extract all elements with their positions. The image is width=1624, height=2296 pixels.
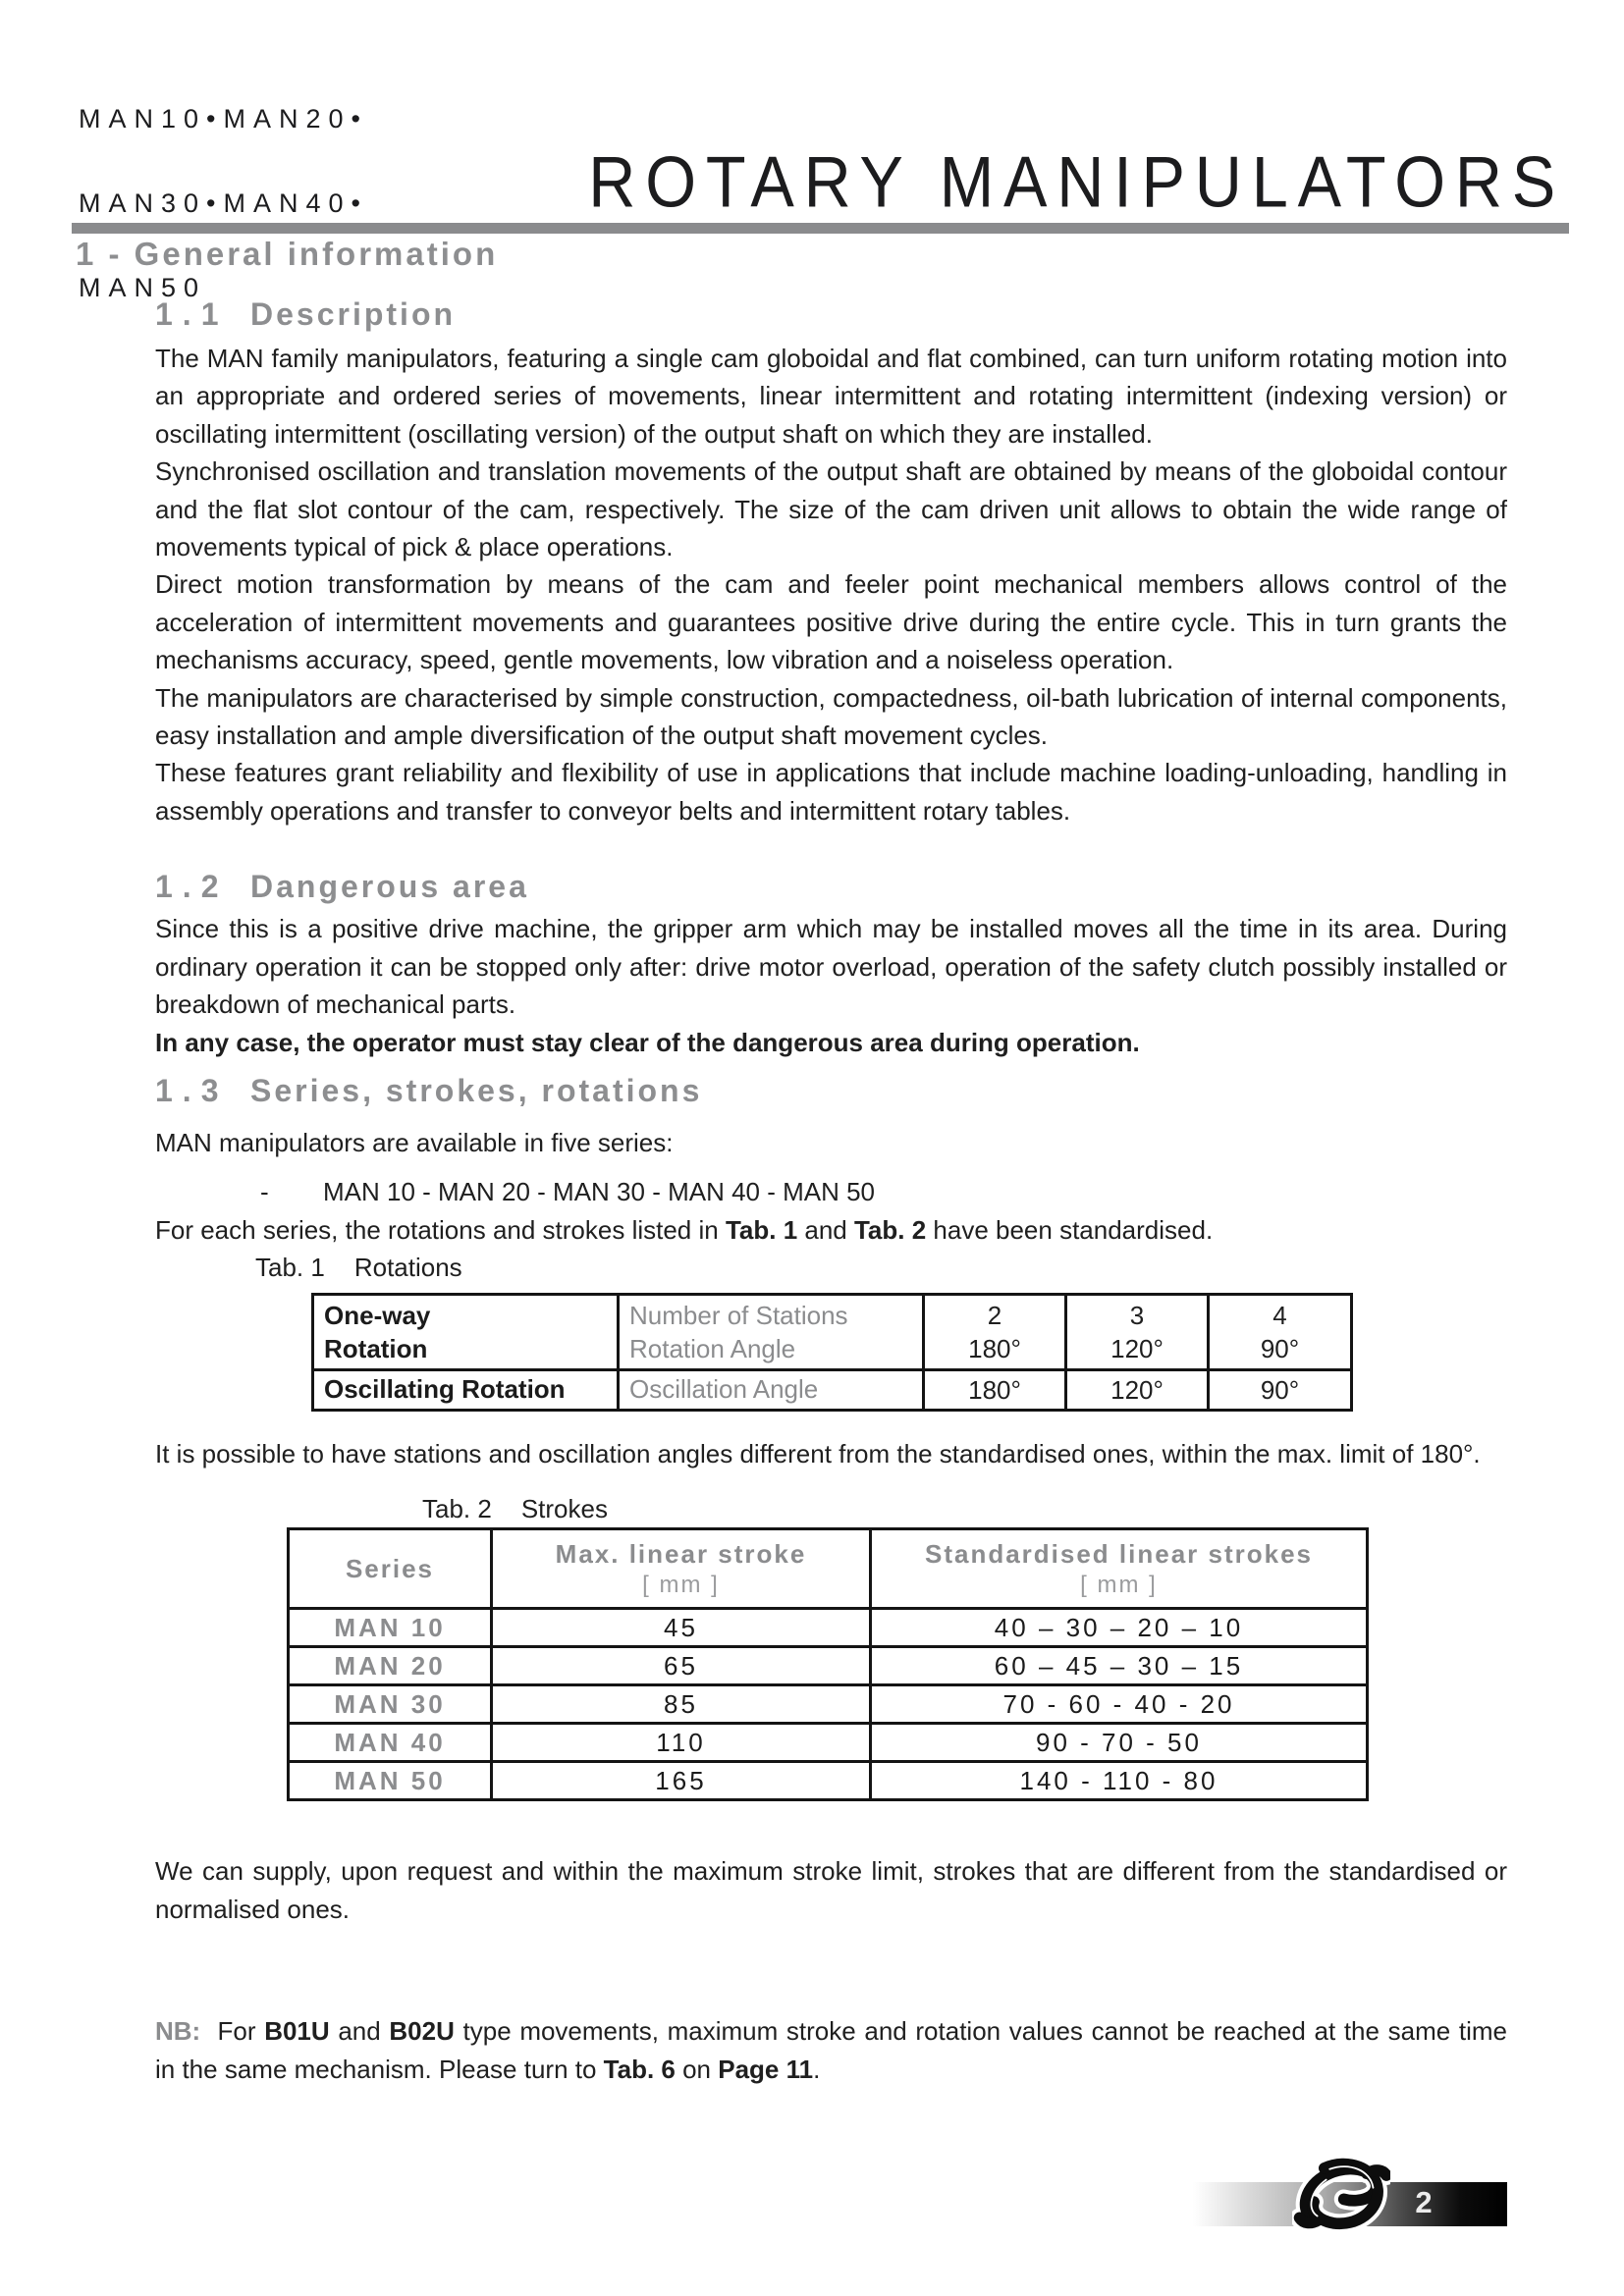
section-heading-general-information: 1 - General information (76, 236, 499, 272)
text-run: and (329, 2016, 390, 2047)
header-max-stroke (492, 1529, 871, 1609)
cell-text: 3 (1129, 1300, 1145, 1330)
oscillation-angle-cell: 120° (1066, 1369, 1209, 1410)
subsection-number: 1.1 (155, 296, 229, 332)
brand-line-3: MAN50 (79, 273, 207, 302)
table1-label: Tab. 1 (255, 1253, 325, 1283)
oscillation-angle-cell: 180° (924, 1369, 1066, 1410)
series-list-item (260, 1173, 1507, 1210)
supply-note: We can supply, upon request and within the maximum stroke limit, strokes that are different from the standardised or normalised ones. (155, 1856, 1507, 1924)
column-header: Series (345, 1554, 435, 1584)
rotations-table (311, 1293, 1353, 1412)
brand-line-2: MAN30•MAN40• (79, 188, 368, 218)
nb-label: NB: (155, 2016, 201, 2047)
paragraph: The MAN family manipulators, featuring a single cam globoidal and flat combined, can turn uniform rotating motion into an appropriate and ordered series of movements, linear intermittent and rotating intermittent (indexing version) or oscillating intermittent (oscillating version) of the output shaft on which they are installed. (155, 344, 1507, 449)
series-cell: MAN 50 (289, 1762, 492, 1800)
subsection-heading-dangerous-area (155, 867, 1507, 906)
max-stroke-cell: 45 (492, 1609, 871, 1647)
stations-4-cell (1209, 1294, 1352, 1369)
cell-text: 120° (1110, 1333, 1164, 1363)
standardised-strokes-cell: 70 - 60 - 40 - 20 (871, 1685, 1368, 1724)
max-stroke-cell: 65 (492, 1647, 871, 1685)
series-cell: MAN 10 (289, 1609, 492, 1647)
column-unit: [ mm ] (642, 1572, 720, 1599)
rotations-label-cell (619, 1294, 924, 1369)
series-intro-text: MAN manipulators are available in five series: (155, 1127, 674, 1157)
paragraph: Direct motion transformation by means of the cam and feeler point mechanical members allows control of the acceleration of intermittent movements and guarantees positive drive during the entire cycle. This in turn grants the mechanisms accuracy, speed, gentle movements, low vibration and a noiseless operation. (155, 569, 1507, 675)
table2-label: Tab. 2 (422, 1493, 492, 1523)
text-run: on (675, 2054, 719, 2084)
content-column (155, 0, 1507, 2088)
series-cell: MAN 20 (289, 1647, 492, 1685)
cell-text: 2 (987, 1300, 1002, 1330)
oscillation-angle-label-cell: Oscillation Angle (619, 1369, 924, 1410)
text-run: For (217, 2016, 265, 2047)
cell-text: One-way (324, 1300, 431, 1330)
knot-logo (1292, 2158, 1390, 2235)
column-unit: [ mm ] (1080, 1572, 1158, 1599)
paragraph: These features grant reliability and flexibility of use in applications that include machine loading-unloading, handling in assembly operations and transfer to conveyor belts and intermittent rotary tables. (155, 758, 1507, 826)
text-run: and (797, 1214, 854, 1245)
stations-2-cell (924, 1294, 1066, 1369)
table1-caption (255, 1249, 1507, 1286)
table-row (289, 1762, 1368, 1800)
subsection-number: 1.2 (155, 869, 229, 905)
max-stroke-cell: 165 (492, 1762, 871, 1800)
subsection-title: Description (250, 296, 457, 332)
text-run: For each series, the rotations and strokes listed in (155, 1214, 726, 1245)
tab2-reference: Tab. 2 (853, 1214, 927, 1245)
cell-text: Rotation Angle (629, 1333, 796, 1363)
header-series (289, 1529, 492, 1609)
max-stroke-cell: 110 (492, 1724, 871, 1762)
list-dash: - (260, 1177, 269, 1207)
series-cell: MAN 40 (289, 1724, 492, 1762)
table2-title: Strokes (520, 1493, 608, 1523)
standardised-strokes-cell: 140 - 110 - 80 (871, 1762, 1368, 1800)
b01u-reference: B01U (264, 2016, 330, 2047)
paragraph: The manipulators are characterised by simple construction, compactedness, oil-bath lubrication of internal components, easy installation and ample diversification of the output shaft movement cycles. (155, 682, 1507, 751)
brand-line-1: MAN10•MAN20• (79, 104, 368, 133)
table-row (289, 1647, 1368, 1685)
cell-text: Number of Stations (629, 1300, 848, 1330)
column-header: Max. linear stroke (555, 1539, 807, 1570)
subsection-title: Series, strokes, rotations (250, 1072, 703, 1108)
series-cell: MAN 30 (289, 1685, 492, 1724)
table1-title: Rotations (353, 1253, 462, 1283)
rotations-rowspan-cell (313, 1294, 619, 1369)
strokes-table (287, 1527, 1369, 1801)
b02u-reference: B02U (389, 2016, 455, 2047)
tab6-reference: Tab. 6 (603, 2054, 676, 2084)
header-standardised-strokes (871, 1529, 1368, 1609)
cell-text: 4 (1272, 1300, 1287, 1330)
standardised-strokes-cell: 60 – 45 – 30 – 15 (871, 1647, 1368, 1685)
subsection-heading-description (155, 294, 1507, 334)
page-number: 2 (1415, 2185, 1433, 2219)
series-list-text: MAN 10 - MAN 20 - MAN 30 - MAN 40 - MAN 50 (323, 1177, 876, 1207)
page11-reference: Page 11 (718, 2054, 814, 2084)
warning-statement: In any case, the operator must stay clear of the dangerous area during operation. (155, 1027, 1140, 1057)
subsection-heading-series-strokes-rotations (155, 1071, 1507, 1110)
table-row (289, 1609, 1368, 1647)
text-run: have been standardised. (926, 1214, 1214, 1245)
text-run: . (813, 2054, 821, 2084)
standardised-strokes-cell: 40 – 30 – 20 – 10 (871, 1609, 1368, 1647)
standardised-strokes-cell: 90 - 70 - 50 (871, 1724, 1368, 1762)
paragraph: Since this is a positive drive machine, the gripper arm which may be installed moves all the time in its area. During ordinary operation it can be stopped only after: drive motor overload, operation of the safety clutch possibly installed or breakdown of mechanical parts. (155, 914, 1507, 1020)
column-header: Standardised linear strokes (924, 1539, 1314, 1570)
cell-text: 180° (968, 1333, 1021, 1363)
cell-text: Rotation (324, 1333, 428, 1363)
text-run: type movements, maximum stroke and rotation values cannot be reached at the same time in the same mechanism. Please turn to (155, 2016, 1507, 2084)
subsection-title: Dangerous area (250, 869, 529, 905)
limit-note: It is possible to have stations and oscillation angles different from the standardised ones, within the max. limit of 180°. (155, 1438, 1481, 1468)
stations-3-cell (1066, 1294, 1209, 1369)
tab1-reference: Tab. 1 (725, 1214, 798, 1245)
page-title: ROTARY MANIPULATORS (588, 141, 1565, 223)
table-row (289, 1724, 1368, 1762)
subsection-number: 1.3 (155, 1072, 229, 1108)
standardised-note (155, 1211, 1507, 1249)
oscillating-rotation-cell: Oscillating Rotation (313, 1369, 619, 1410)
oscillation-angle-cell: 90° (1209, 1369, 1352, 1410)
cell-text: 90° (1260, 1333, 1300, 1363)
nb-note (155, 2012, 1507, 2088)
max-stroke-cell: 85 (492, 1685, 871, 1724)
paragraph: Synchronised oscillation and translation movements of the output shaft are obtained by means of the globoidal contour and the flat slot contour of the cam, respectively. The size of the cam driven unit allows to obtain the wide range of movements typical of pick & place operations. (155, 456, 1507, 562)
table2-caption (422, 1490, 1507, 1527)
text-run (200, 2016, 217, 2046)
table-row (289, 1685, 1368, 1724)
